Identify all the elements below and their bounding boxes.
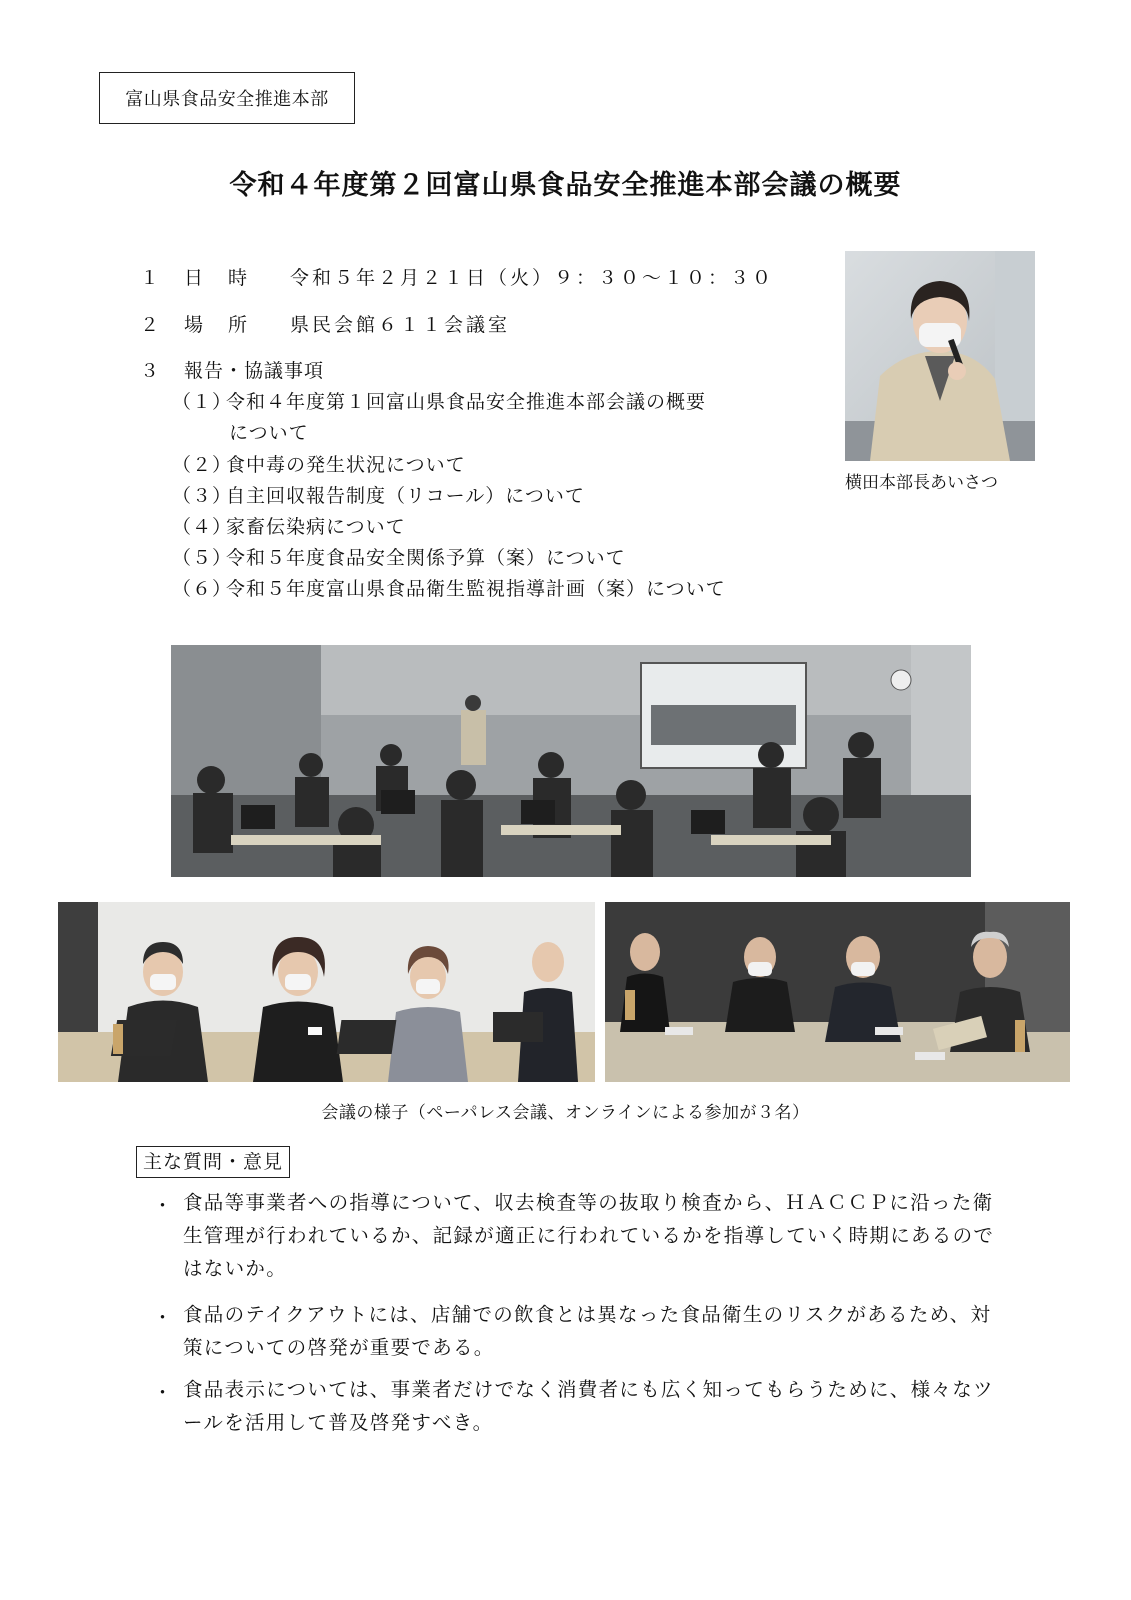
info-label: 報告・協議事項 [184,360,325,382]
question-item: 食品表示については、事業者だけでなく消費者にも広く知ってもらうために、様々なツールを活用して普及啓発すべき。 [183,1378,994,1434]
info-label: 場 所 [184,314,251,336]
portrait-photo [845,251,1035,461]
agenda-item: （３）自主回収報告制度（リコール）について [172,485,585,507]
meeting-photo-right [605,902,1070,1082]
info-number: １ [140,267,163,289]
organization-label: 富山県食品安全推進本部 [99,72,355,124]
agenda-item: （６）令和５年度富山県食品衛生監視指導計画（案）について [172,578,726,600]
bullet-mark: ・ [153,1382,173,1404]
info-number: ２ [140,314,163,336]
question-item: 食品等事業者への指導について、収去検査等の抜取り検査から、ＨＡＣＣＰに沿った衛生管理が行われているか、記録が適正に行われているかを指導していく時期にあるのではないか。 [183,1191,995,1280]
questions-heading: 主な質問・意見 [136,1146,290,1178]
bullet-mark: ・ [153,1195,173,1217]
info-label: 日 時 [184,267,251,289]
info-value: 県民会館６１１会議室 [290,314,511,336]
bullet-mark: ・ [153,1307,173,1329]
agenda-item: （４）家畜伝染病について [172,516,406,538]
agenda-item: （１）令和４年度第１回富山県食品安全推進本部会議の概要 [172,391,707,413]
document-title: 令和４年度第２回富山県食品安全推進本部会議の概要 [229,170,902,201]
meeting-caption: 会議の様子（ペーパレス会議、オンラインによる参加が３名） [321,1103,810,1123]
question-item: 食品のテイクアウトには、店舗での飲食とは異なった食品衛生のリスクがあるため、対策についての啓発が重要である。 [183,1303,992,1359]
meeting-photo-main [171,645,971,877]
meeting-photo-left [58,902,595,1082]
agenda-item-continuation: について [229,422,309,444]
portrait-caption: 横田本部長あいさつ [845,473,998,493]
agenda-item: （５）令和５年度食品安全関係予算（案）について [172,547,626,569]
agenda-item: （２）食中毒の発生状況について [172,454,466,476]
info-number: ３ [140,360,163,382]
info-value: 令和５年２月２１日（火）９：３０～１０：３０ [290,267,775,289]
